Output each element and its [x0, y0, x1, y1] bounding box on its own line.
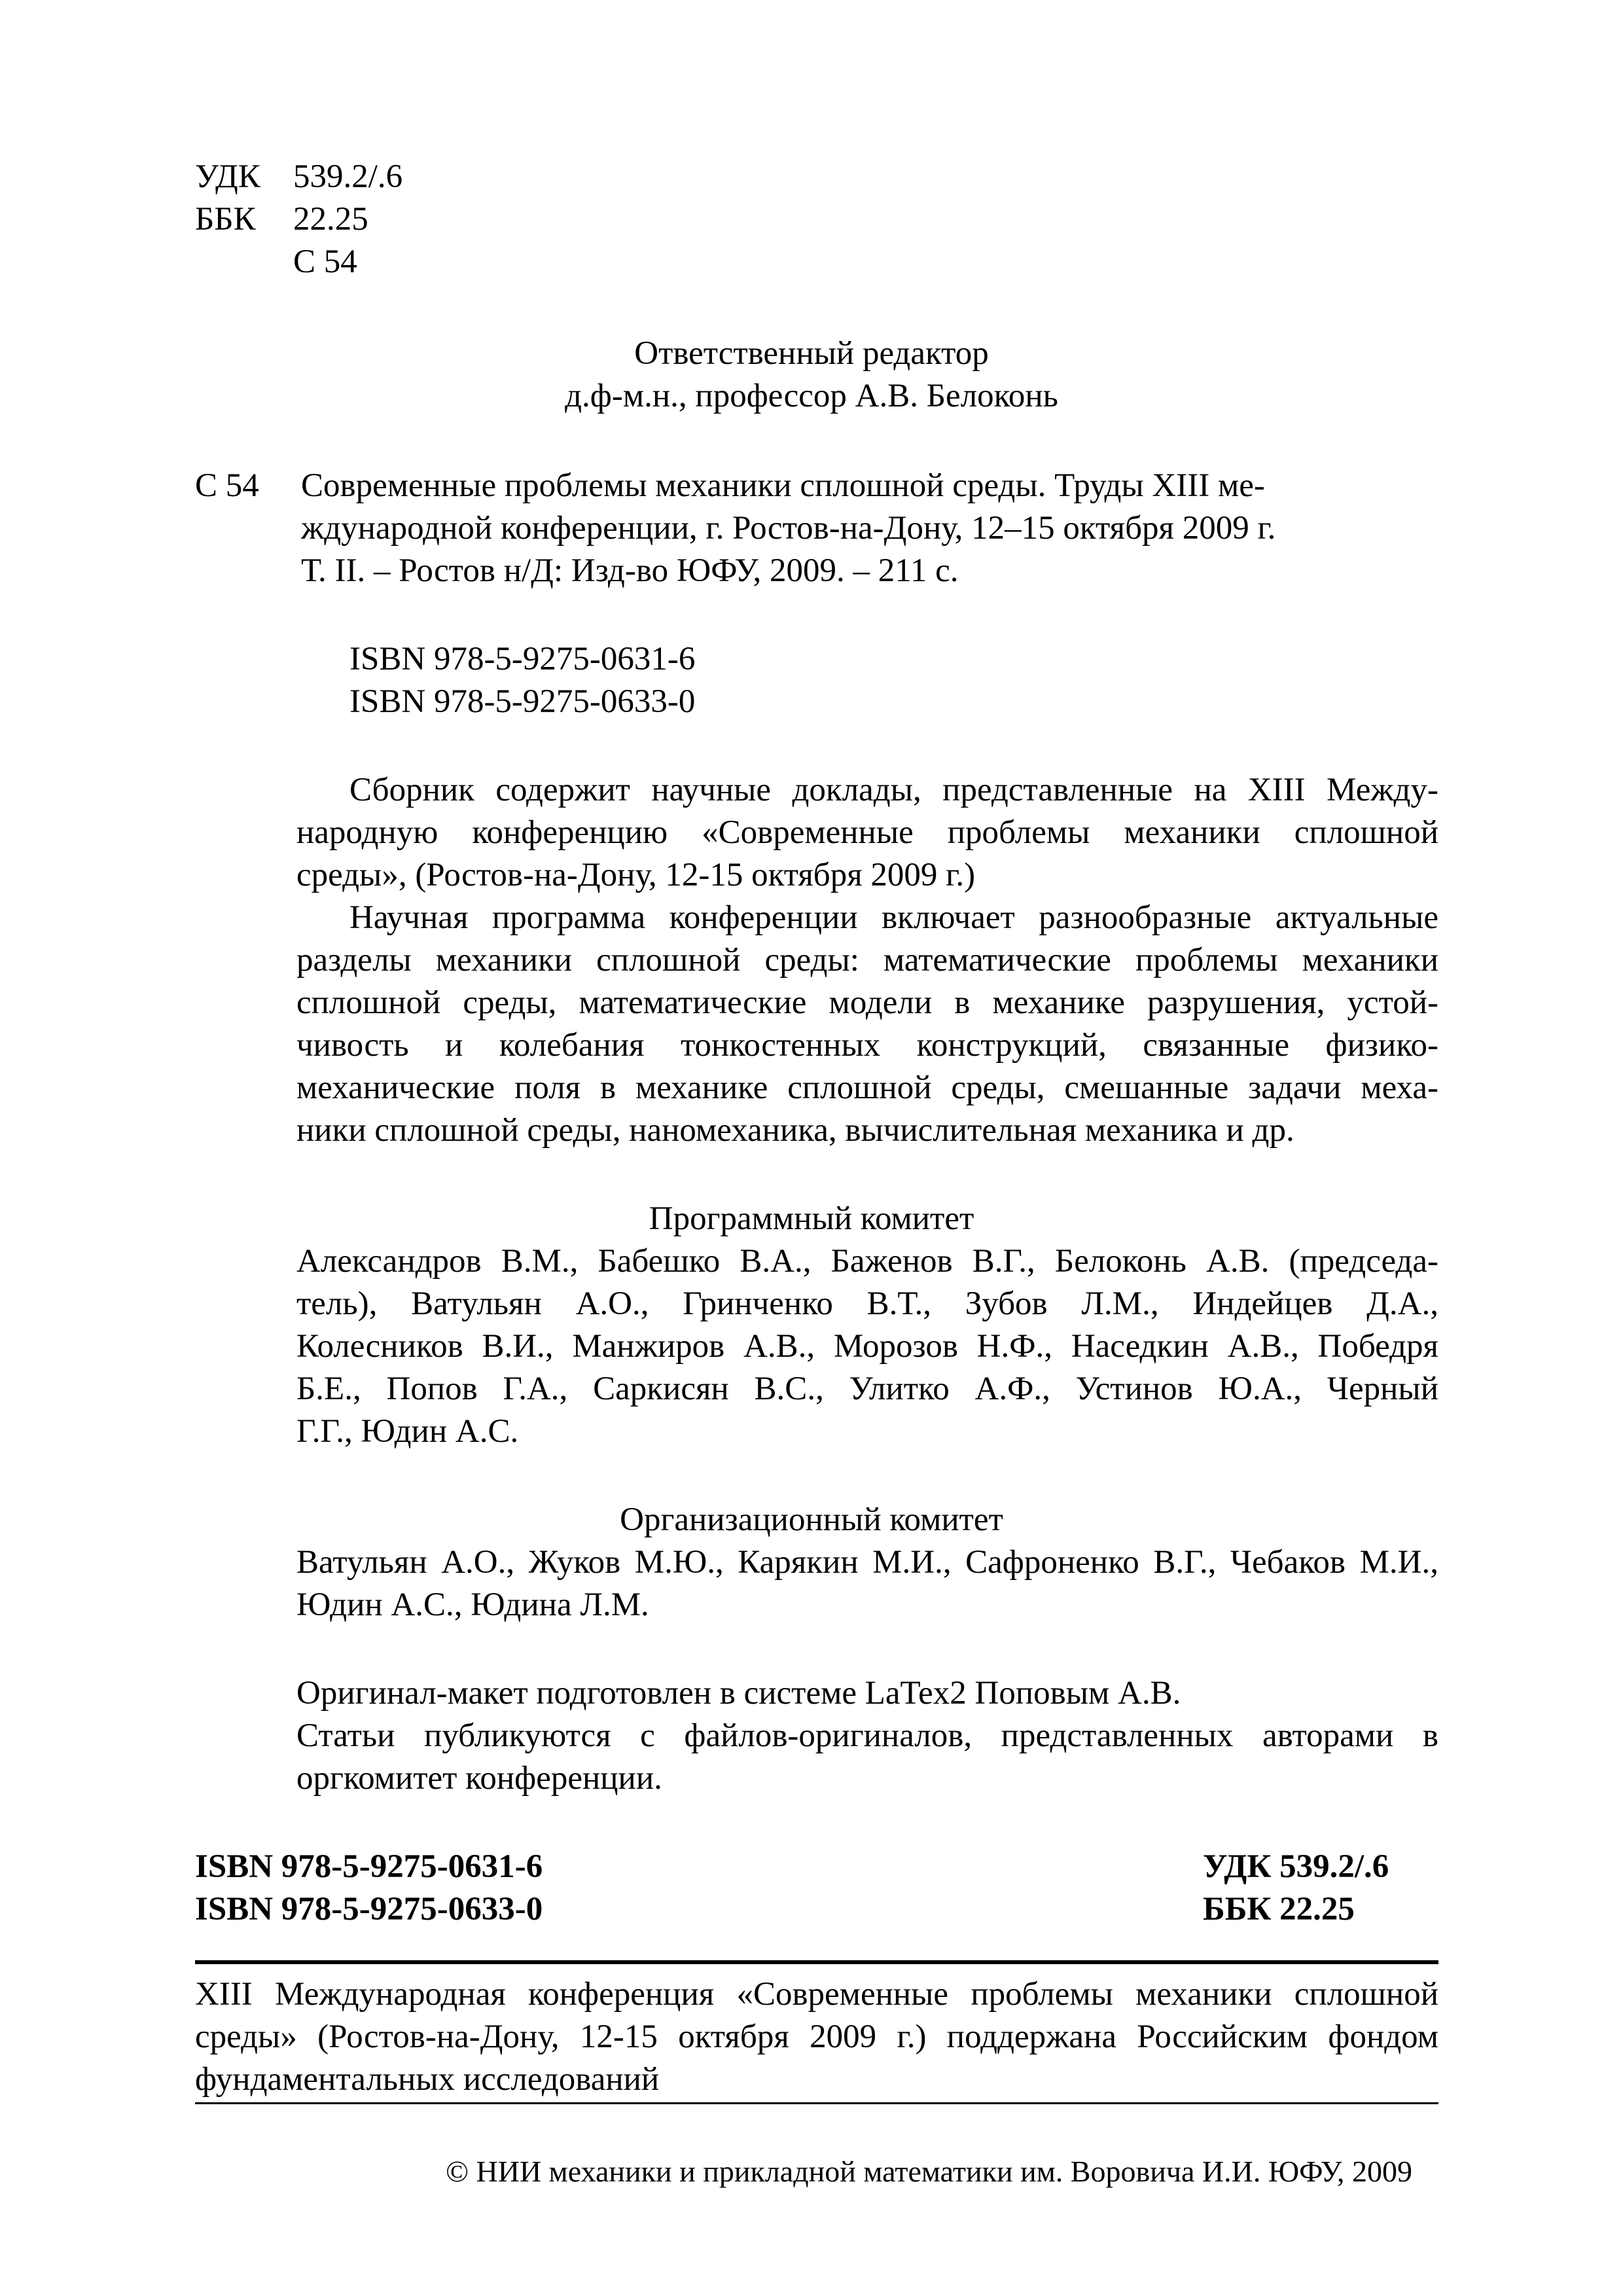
entry-line-2: ждународной конференции, г. Ростов-на-Дону, 12–15 октября 2009 г.: [301, 510, 1276, 547]
entry-mark: С 54: [195, 467, 259, 504]
abstract-p2-line-2: разделы механики сплошной среды: математические проблемы механики: [296, 942, 1438, 978]
abstract-p2-line-6: ники сплошной среды, наномеханика, вычислительная механика и др.: [296, 1112, 1294, 1149]
abstract-p2-line-3: сплошной среды, математические модели в механике разрушения, устой-: [296, 984, 1438, 1021]
isbn-1: ISBN 978-5-9275-0631-6: [349, 641, 696, 677]
program-committee-line-1: Александров В.М., Бабешко В.А., Баженов В.Г., Белоконь А.В. (председа-: [296, 1243, 1438, 1280]
abstract-p2-line-4: чивость и колебания тонкостенных конструкций, связанные физико-: [296, 1027, 1438, 1064]
abstract-p1-line-3: среды», (Ростов-на-Дону, 12-15 октября 2009 г.): [296, 857, 976, 893]
classification-codes: [195, 156, 402, 283]
org-committee-line-2: Юдин А.С., Юдина Л.М.: [296, 1587, 649, 1623]
program-committee-line-5: Г.Г., Юдин А.С.: [296, 1413, 519, 1450]
footer-isbn-2: ISBN 978-5-9275-0633-0: [195, 1891, 543, 1928]
bbk-row: [195, 198, 402, 241]
bbk-value: 22.25: [293, 201, 368, 238]
entry-line-3: Т. II. – Ростов н/Д: Изд-во ЮФУ, 2009. – 211 с.: [301, 552, 959, 589]
entry-line-1: Современные проблемы механики сплошной среды. Труды XIII ме-: [301, 467, 1265, 504]
abstract-p1-line-1: Сборник содержит научные доклады, представленные на XIII Между-: [349, 772, 1438, 808]
note-line-1: Оригинал-макет подготовлен в системе LaTex2 Поповым А.В.: [296, 1675, 1181, 1712]
note-line-3: оргкомитет конференции.: [296, 1760, 662, 1797]
author-mark-row: [195, 241, 402, 283]
abstract-p1-line-2: народную конференцию «Современные проблемы механики сплошной: [296, 814, 1438, 851]
abstract-p2-line-1: Научная программа конференции включает разнообразные актуальные: [349, 899, 1438, 936]
footer-isbn-1: ISBN 978-5-9275-0631-6: [195, 1848, 543, 1885]
support-line-2: среды» (Ростов-на-Дону, 12-15 октября 2009 г.) поддержана Российским фондом: [195, 2018, 1438, 2055]
program-committee-line-2: тель), Ватульян А.О., Гринченко В.Т., Зубов Л.М., Индейцев Д.А.,: [296, 1285, 1438, 1322]
udk-label: УДК: [195, 158, 260, 195]
footer-udk: УДК 539.2/.6: [1203, 1848, 1389, 1885]
support-line-1: XIII Международная конференция «Современные проблемы механики сплошной: [195, 1976, 1438, 2013]
program-committee-title: Программный комитет: [649, 1200, 974, 1237]
org-committee-title: Организационный комитет: [620, 1501, 1003, 1538]
note-line-2: Статьи публикуются с файлов-оригиналов, представленных авторами в: [296, 1717, 1438, 1754]
isbn-2: ISBN 978-5-9275-0633-0: [349, 683, 696, 720]
program-committee-line-4: Б.Е., Попов Г.А., Саркисян В.С., Улитко А.Ф., Устинов Ю.А., Черный: [296, 1371, 1438, 1407]
footer-bbk: ББК 22.25: [1203, 1891, 1355, 1928]
author-mark: С 54: [293, 243, 357, 280]
udk-row: [195, 156, 402, 198]
program-committee-line-3: Колесников В.И., Манжиров А.В., Морозов Н.Ф., Наседкин А.В., Победря: [296, 1328, 1438, 1365]
support-top-rule: [195, 1960, 1438, 1964]
bbk-label: ББК: [195, 201, 256, 238]
editor-name: д.ф-м.н., профессор А.В. Белоконь: [565, 378, 1058, 414]
udk-value: 539.2/.6: [293, 158, 403, 195]
support-bottom-rule: [195, 2102, 1438, 2104]
copyright: © НИИ механики и прикладной математики им. Воровича И.И. ЮФУ, 2009: [446, 2155, 1412, 2188]
org-committee-line-1: Ватульян А.О., Жуков М.Ю., Карякин М.И., Сафроненко В.Г., Чебаков М.И.,: [296, 1544, 1438, 1581]
abstract-p2-line-5: механические поля в механике сплошной среды, смешанные задачи меха-: [296, 1069, 1438, 1106]
support-line-3: фундаментальных исследований: [195, 2061, 660, 2098]
editor-title: Ответственный редактор: [634, 335, 989, 372]
